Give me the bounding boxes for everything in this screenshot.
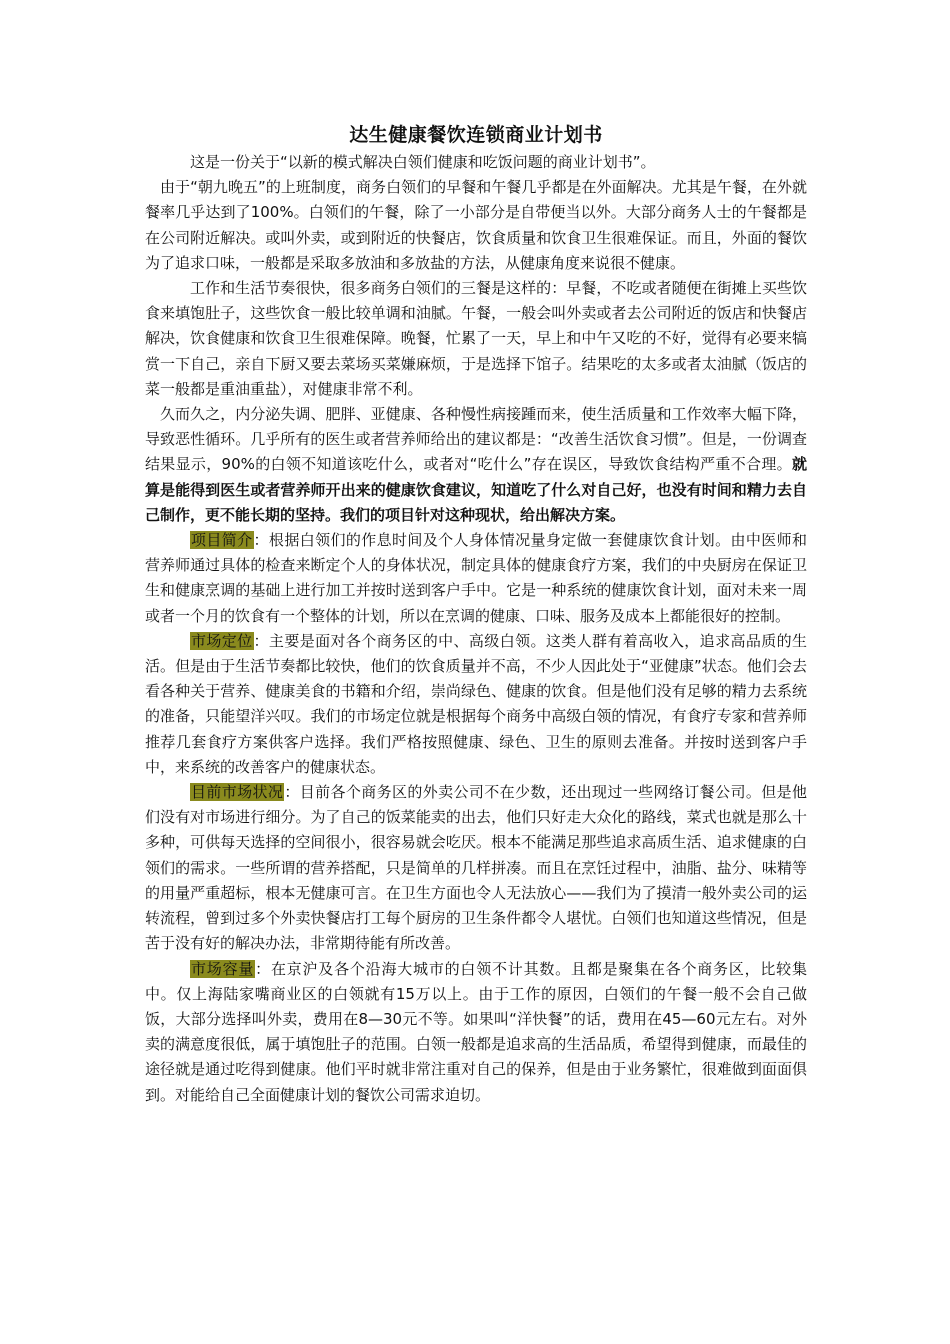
paragraph-3-bold-text: 就算是能得到医生或者营养师开出来的健康饮食建议，知道吃了什么对自己好，也没有时间和精力去自己制作，更不能长期的坚持。我们的项目针对这种现状，给出解决方案。 [145,455,807,524]
paragraph-3-text: 久而久之，内分泌失调、肥胖、亚健康、各种慢性病接踵而来，使生活质量和工作效率大幅下降，导致恶性循环。几乎所有的医生或者营养师给出的建议都是：“改善生活饮食习惯”。但是，一份调查结果显示，90%的白领不知道该吃什么，或者对“吃什么”存在误区，导致饮食结构严重不合理。 [145,405,807,474]
document-page [145,120,807,1108]
section-heading-highlight: 市场定位 [191,631,253,650]
document-title: 达生健康餐饮连锁商业计划书 [349,124,603,146]
paragraph-2: 工作和生活节奏很快，很多商务白领们的三餐是这样的：早餐，不吃或者随便在街摊上买些饮食来填饱肚子，这些饮食一般比较单调和油腻。午餐，一般会叫外卖或者去公司附近的饭店和快餐店解决，饮食健康和饮食卫生很难保障。晚餐，忙累了一天，早上和中午又吃的不好，觉得有必要来犒赏一下自己，亲自下厨又要去菜场买菜嫌麻烦，于是选择下馆子。结果吃的太多或者太油腻（饭店的菜一般都是重油重盐），对健康非常不利。 [145,279,807,398]
section-body: ：目前各个商务区的外卖公司不在少数，还出现过一些网络订餐公司。但是他们没有对市场进行细分。为了自己的饭菜能卖的出去，他们只好走大众化的路线，菜式也就是那么十多种，可供每天选择的空间很小，很容易就会吃厌。根本不能满足那些追求高质生活、追求健康的白领们的需求。一些所谓的营养搭配，只是简单的几样拼凑。而且在烹饪过程中，油脂、盐分、味精等的用量严重超标，根本无健康可言。在卫生方面也令人无法放心——我们为了摸清一般外卖公司的运转流程，曾到过多个外卖快餐店打工每个厨房的卫生条件都令人堪忧。白领们也知道这些情况，但是苦于没有好的解决办法，非常期待能有所改善。 [145,783,807,953]
section-heading-highlight: 项目简介 [191,531,253,550]
section-heading-highlight: 目前市场状况 [191,783,284,802]
section-body: ：在京沪及各个沿海大城市的白领不计其数。且都是聚集在各个商务区，比较集中。仅上海陆家嘴商业区的白领就有15万以上。由于工作的原因，白领们的午餐一般不会自己做饭，大部分选择叫外卖，费用在8—30元不等。如果叫“洋快餐”的话，费用在45—60元左右。对外卖的满意度很低，属于填饱肚子的范围。白领一般都是追求高的生活品质，希望得到健康，而最佳的途径就是通过吃得到健康。他们平时就非常注重对自己的保养，但是由于业务繁忙，很难做到面面俱到。对能给自己全面健康计划的餐饮公司需求迫切。 [145,959,807,1104]
paragraph-3 [145,402,807,528]
section-market-status [145,780,807,956]
section-body: ：主要是面对各个商务区的中、高级白领。这类人群有着高收入，追求高品质的生活。但是由于生活节奏都比较快，他们的饮食质量并不高，不少人因此处于“亚健康”状态。他们会去看各种关于营养、健康美食的书籍和介绍，崇尚绿色、健康的饮食。但是他们没有足够的精力去系统的准备，只能望洋兴叹。我们的市场定位就是根据每个商务中高级白领的情况，有食疗专家和营养师推荐几套食疗方案供客户选择。我们严格按照健康、绿色、卫生的原则去准备。并按时送到客户手中，来系统的改善客户的健康状态。 [145,631,807,776]
section-project-intro [145,528,807,629]
paragraph-1: 由于“朝九晚五”的上班制度，商务白领们的早餐和午餐几乎都是在外面解决。尤其是午餐，在外就餐率几乎达到了100%。白领们的午餐，除了一小部分是自带便当以外。大部分商务人士的午餐都是在公司附近解决。或叫外卖，或到附近的快餐店，饮食质量和饮食卫生很难保证。而且，外面的餐饮为了追求口味，一般都是采取多放油和多放盐的方法，从健康角度来说很不健康。 [145,178,807,272]
intro-paragraph: 这是一份关于“以新的模式解决白领们健康和吃饭问题的商业计划书”。 [190,153,656,171]
section-body: ：根据白领们的作息时间及个人身体情况量身定做一套健康饮食计划。由中医师和营养师通过具体的检查来断定个人的身体状况，制定具体的健康食疗方案，我们的中央厨房在保证卫生和健康烹调的基础上进行加工并按时送到客户手中。它是一种系统的健康饮食计划，面对未来一周或者一个月的饮食有一个整体的计划，所以在烹调的健康、口味、服务及成本上都能很好的控制。 [145,531,807,625]
section-market-positioning [145,629,807,780]
section-heading-highlight: 市场容量 [191,959,255,978]
section-market-capacity [145,957,807,1108]
